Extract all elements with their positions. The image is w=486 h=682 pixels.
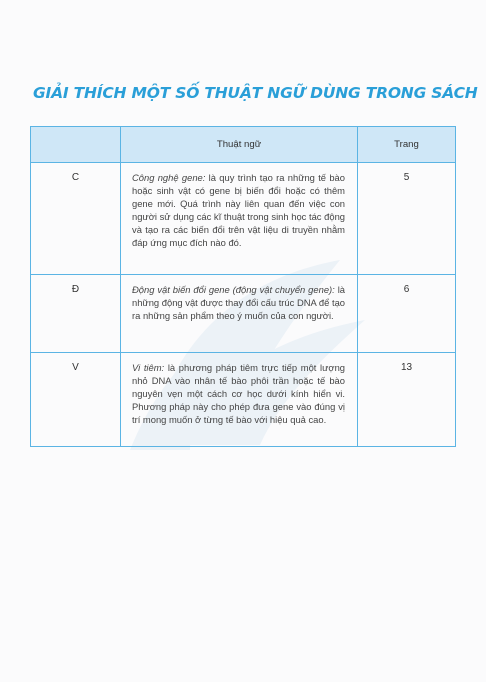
table-row: [31, 353, 456, 447]
table-header-row: [31, 127, 456, 163]
page-title: GIẢI THÍCH MỘT SỐ THUẬT NGỮ DÙNG TRONG SÁCH: [33, 84, 478, 102]
header-page: Trang: [358, 127, 456, 163]
row-letter: C: [31, 163, 121, 275]
row-letter: Đ: [31, 275, 121, 353]
row-definition-cell: [121, 353, 358, 447]
term-name: Công nghệ gene:: [132, 172, 206, 183]
term-definition: là phương pháp tiêm trực tiếp một lượng nhỏ DNA vào nhân tế bào phôi trần hoặc tế bào nguyên vẹn một cách cơ học dưới kính hiển vi. Phương pháp này cho phép đưa gene vào đúng vị trí mong muốn ở từng tế bào với hiệu quả cao.: [132, 362, 345, 425]
header-letter: [31, 127, 121, 163]
row-page-number: 13: [358, 353, 456, 447]
row-letter: V: [31, 353, 121, 447]
term-definition: là quy trình tạo ra những tế bào hoặc sinh vật có gene bị biến đổi hoặc có thêm gene mới. Quá trình này liên quan đến việc con người sử dụng các kĩ thuật trong sinh học tác động và tạo ra các biến đổi trên vật liệu di truyền nhằm đáp ứng mục đích nào đó.: [132, 172, 345, 248]
row-page-number: 6: [358, 275, 456, 353]
table-row: [31, 275, 456, 353]
term-name: Động vật biến đổi gene (động vật chuyển gene):: [132, 284, 335, 295]
term-name: Vi tiêm:: [132, 362, 165, 373]
header-term: Thuật ngữ: [121, 127, 358, 163]
row-page-number: 5: [358, 163, 456, 275]
glossary-table: [30, 126, 456, 447]
row-definition-cell: [121, 163, 358, 275]
term-definition: là những động vật được thay đổi cấu trúc DNA để tạo ra những sản phẩm theo ý muốn của con người.: [132, 284, 345, 321]
row-definition-cell: [121, 275, 358, 353]
table-row: [31, 163, 456, 275]
